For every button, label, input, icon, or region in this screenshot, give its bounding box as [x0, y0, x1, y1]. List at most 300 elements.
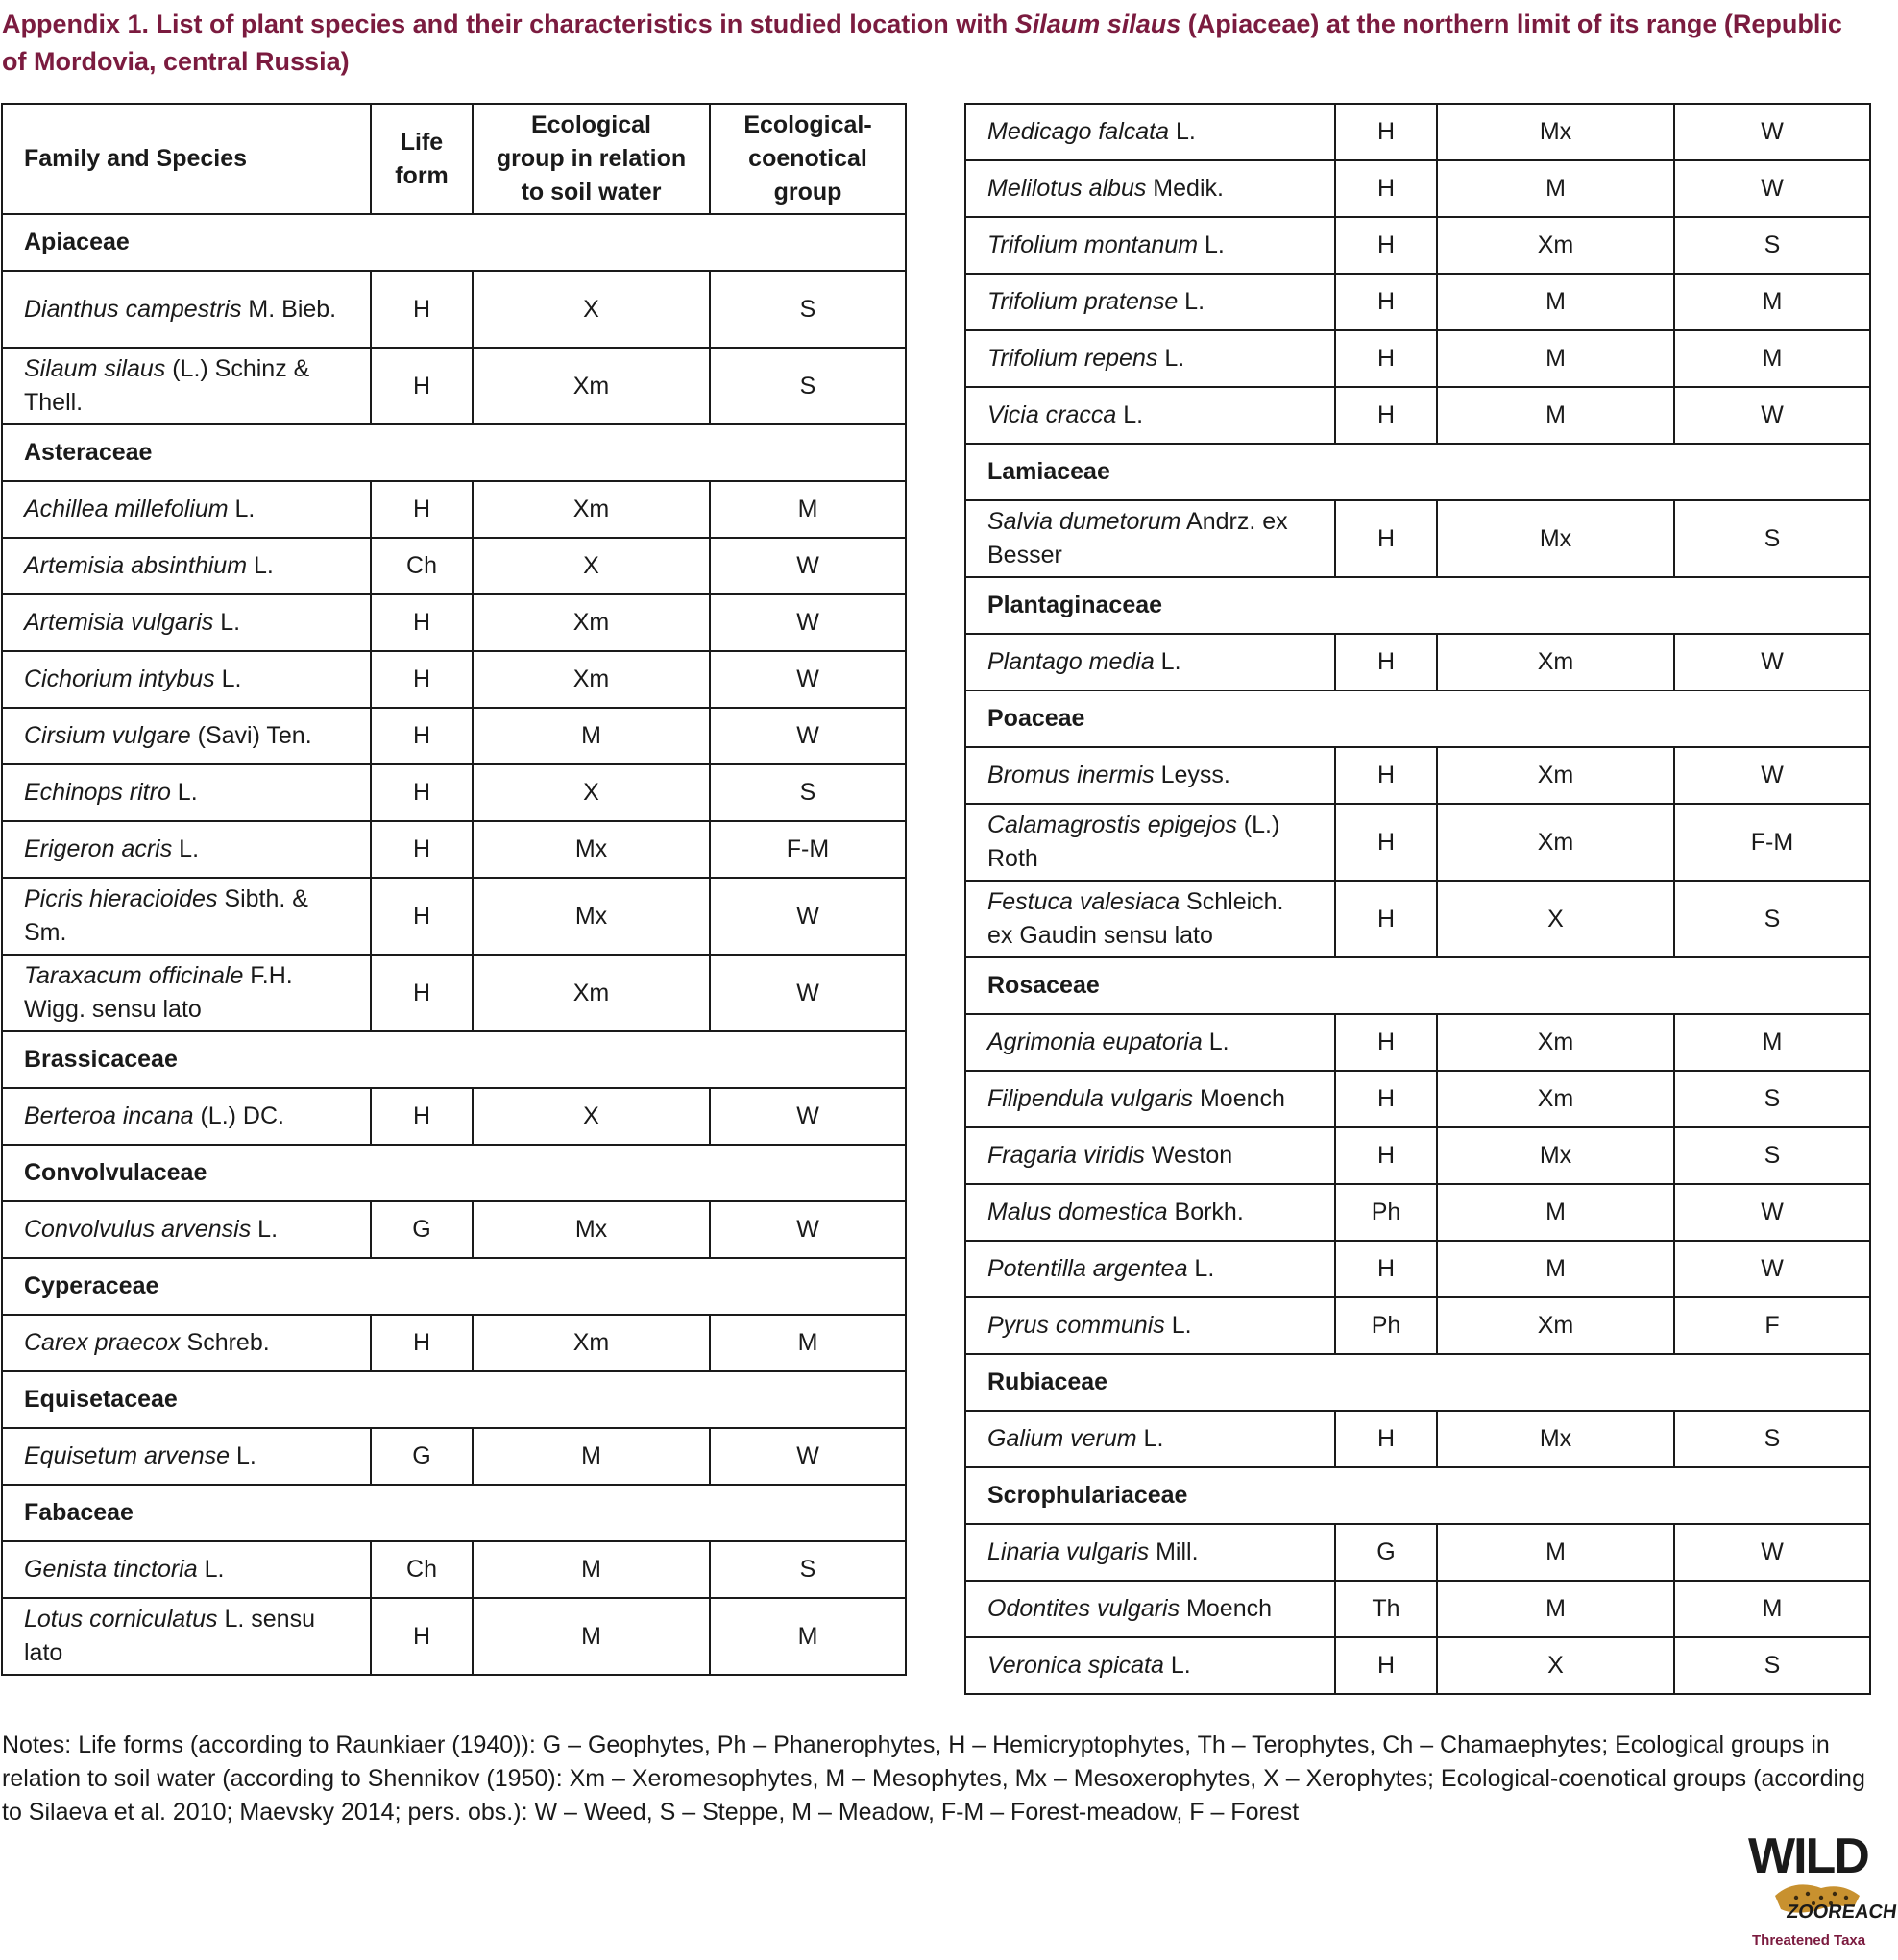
species-author: L. — [247, 552, 274, 579]
species-name — [965, 1637, 1335, 1694]
species-row — [965, 1014, 1870, 1071]
species-table-left — [1, 103, 907, 1676]
species-name — [965, 1241, 1335, 1297]
soil-water-cell: Xm — [1437, 634, 1674, 690]
species-author: L. — [1178, 288, 1205, 315]
title-part2: (Apiaceae) at the northern limit of its range (Republic of Mordovia, central Russia) — [2, 10, 1842, 76]
species-row — [2, 1201, 906, 1258]
soil-water-cell: M — [1437, 160, 1674, 217]
species-genus: Odontites vulgaris — [987, 1595, 1180, 1622]
soil-water-cell: Xm — [1437, 217, 1674, 274]
species-author: L. — [213, 609, 241, 636]
life-form-cell: H — [1335, 634, 1437, 690]
family-row — [965, 444, 1870, 500]
species-genus: Trifolium montanum — [987, 231, 1199, 258]
coenotical-cell: S — [1674, 881, 1870, 957]
coenotical-cell: F — [1674, 1297, 1870, 1354]
header-family-species: Family and Species — [2, 104, 371, 214]
species-name — [965, 1127, 1335, 1184]
soil-water-cell: M — [1437, 387, 1674, 444]
family-name: Equisetaceae — [2, 1371, 906, 1428]
coenotical-cell: W — [1674, 160, 1870, 217]
species-row — [965, 330, 1870, 387]
species-row — [2, 1598, 906, 1675]
coenotical-cell: M — [710, 1315, 906, 1371]
species-author: Weston — [1144, 1142, 1233, 1169]
coenotical-cell: S — [710, 764, 906, 821]
species-genus: Cichorium intybus — [24, 665, 215, 692]
species-name — [965, 804, 1335, 881]
coenotical-cell: M — [1674, 274, 1870, 330]
species-row — [2, 1315, 906, 1371]
species-author: Schreb. — [180, 1329, 270, 1356]
coenotical-cell: W — [710, 651, 906, 708]
species-genus: Festuca valesiaca — [987, 888, 1180, 915]
species-author: L. — [1169, 118, 1196, 145]
family-name: Scrophulariaceae — [965, 1467, 1870, 1524]
species-author: L. — [228, 496, 256, 522]
species-row — [965, 1581, 1870, 1637]
species-genus: Echinops ritro — [24, 779, 171, 806]
soil-water-cell: Mx — [473, 821, 710, 878]
family-row — [965, 690, 1870, 747]
coenotical-cell: S — [710, 348, 906, 424]
publisher-logo — [1746, 1828, 1898, 1953]
soil-water-cell: Xm — [473, 594, 710, 651]
species-row — [965, 1297, 1870, 1354]
species-row — [2, 1541, 906, 1598]
life-form-cell: G — [371, 1428, 473, 1485]
life-form-cell: H — [371, 878, 473, 955]
species-row — [965, 160, 1870, 217]
life-form-cell: Th — [1335, 1581, 1437, 1637]
species-genus: Picris hieracioides — [24, 885, 218, 912]
species-row — [965, 881, 1870, 957]
coenotical-cell: S — [1674, 1071, 1870, 1127]
species-genus: Trifolium pratense — [987, 288, 1179, 315]
soil-water-cell: Mx — [473, 878, 710, 955]
species-row — [2, 271, 906, 348]
species-genus: Bromus inermis — [987, 762, 1155, 788]
soil-water-cell: Mx — [1437, 1127, 1674, 1184]
species-genus: Erigeron acris — [24, 835, 173, 862]
species-genus: Achillea millefolium — [24, 496, 229, 522]
family-row — [2, 424, 906, 481]
species-author: M. Bieb. — [241, 295, 337, 323]
species-author: (L.) DC. — [193, 1102, 284, 1129]
soil-water-cell: M — [1437, 1581, 1674, 1637]
life-form-cell: H — [1335, 747, 1437, 804]
header-coenotical: Ecological-coenotical group — [710, 104, 906, 214]
soil-water-cell: Xm — [1437, 1297, 1674, 1354]
species-name — [2, 481, 371, 538]
species-name — [2, 1541, 371, 1598]
species-author: L. — [1136, 1425, 1164, 1452]
soil-water-cell: Xm — [473, 481, 710, 538]
life-form-cell: H — [1335, 274, 1437, 330]
species-genus: Carex praecox — [24, 1329, 181, 1356]
soil-water-cell: M — [473, 1541, 710, 1598]
life-form-cell: H — [1335, 1411, 1437, 1467]
species-author: L. — [1116, 401, 1144, 428]
life-form-cell: H — [1335, 1127, 1437, 1184]
species-author: L. — [1198, 231, 1225, 258]
species-author: Leyss. — [1154, 762, 1230, 788]
coenotical-cell: W — [710, 1088, 906, 1145]
species-name — [965, 1411, 1335, 1467]
table-body-left — [2, 214, 906, 1675]
species-name — [965, 330, 1335, 387]
soil-water-cell: M — [1437, 330, 1674, 387]
species-genus: Artemisia absinthium — [24, 552, 248, 579]
species-genus: Artemisia vulgaris — [24, 609, 214, 636]
coenotical-cell: M — [710, 1598, 906, 1675]
species-name — [965, 500, 1335, 577]
species-row — [2, 481, 906, 538]
species-genus: Potentilla argentea — [987, 1255, 1188, 1282]
logo-tagline: Threatened Taxa — [1752, 1932, 1866, 1948]
family-name: Lamiaceae — [965, 444, 1870, 500]
coenotical-cell: M — [1674, 1581, 1870, 1637]
species-name — [965, 387, 1335, 444]
species-row — [2, 955, 906, 1031]
coenotical-cell: S — [710, 271, 906, 348]
species-name — [965, 104, 1335, 160]
species-genus: Salvia dumetorum — [987, 508, 1181, 535]
species-genus: Genista tinctoria — [24, 1556, 198, 1583]
species-row — [2, 348, 906, 424]
species-author: Moench — [1193, 1085, 1285, 1112]
soil-water-cell: Xm — [1437, 747, 1674, 804]
life-form-cell: Ch — [371, 538, 473, 594]
species-genus: Linaria vulgaris — [987, 1538, 1150, 1565]
coenotical-cell: W — [710, 594, 906, 651]
species-name — [2, 348, 371, 424]
life-form-cell: H — [1335, 881, 1437, 957]
species-author: (Savi) Ten. — [190, 722, 312, 749]
life-form-cell: H — [371, 481, 473, 538]
species-author: L. — [1163, 1652, 1191, 1679]
soil-water-cell: Xm — [473, 1315, 710, 1371]
family-name: Convolvulaceae — [2, 1145, 906, 1201]
title-part1: Appendix 1. List of plant species and their characteristics in studied location with — [2, 10, 1015, 38]
species-name — [2, 1088, 371, 1145]
species-genus: Cirsium vulgare — [24, 722, 191, 749]
family-row — [2, 1031, 906, 1088]
species-genus: Vicia cracca — [987, 401, 1117, 428]
species-row — [965, 1241, 1870, 1297]
species-name — [965, 1071, 1335, 1127]
species-genus: Malus domestica — [987, 1198, 1168, 1225]
species-name — [965, 1524, 1335, 1581]
species-name — [965, 160, 1335, 217]
species-name — [965, 1297, 1335, 1354]
species-genus: Lotus corniculatus — [24, 1606, 218, 1633]
header-soil-water: Ecological group in relation to soil water — [473, 104, 710, 214]
species-author: L. — [1202, 1028, 1229, 1055]
coenotical-cell: W — [710, 878, 906, 955]
species-name — [2, 708, 371, 764]
species-row — [965, 1184, 1870, 1241]
species-name — [965, 1184, 1335, 1241]
coenotical-cell: W — [710, 708, 906, 764]
coenotical-cell: F-M — [1674, 804, 1870, 881]
species-row — [965, 747, 1870, 804]
life-form-cell: H — [1335, 804, 1437, 881]
family-row — [2, 1145, 906, 1201]
species-author: (L.) Schinz & Thell. — [24, 355, 310, 416]
species-name — [965, 217, 1335, 274]
family-row — [2, 1258, 906, 1315]
life-form-cell: H — [371, 271, 473, 348]
species-name — [2, 821, 371, 878]
coenotical-cell: S — [1674, 500, 1870, 577]
coenotical-cell: W — [710, 538, 906, 594]
life-form-cell: Ch — [371, 1541, 473, 1598]
species-author: Mill. — [1149, 1538, 1199, 1565]
soil-water-cell: M — [1437, 274, 1674, 330]
life-form-cell: Ph — [1335, 1184, 1437, 1241]
species-name — [2, 1315, 371, 1371]
species-row — [965, 104, 1870, 160]
species-genus: Galium verum — [987, 1425, 1137, 1452]
coenotical-cell: F-M — [710, 821, 906, 878]
species-author: L. sensu lato — [24, 1606, 315, 1666]
soil-water-cell: M — [473, 708, 710, 764]
species-row — [965, 1127, 1870, 1184]
species-author: L. — [170, 779, 198, 806]
coenotical-cell: W — [1674, 104, 1870, 160]
life-form-cell: G — [371, 1201, 473, 1258]
species-name — [2, 271, 371, 348]
soil-water-cell: Mx — [473, 1201, 710, 1258]
logo-wordmark: WILD — [1748, 1828, 1868, 1884]
species-name — [2, 1598, 371, 1675]
species-author: L. — [1157, 345, 1185, 372]
soil-water-cell: Xm — [473, 955, 710, 1031]
species-row — [965, 217, 1870, 274]
life-form-cell: H — [371, 348, 473, 424]
family-row — [965, 577, 1870, 634]
species-author: Borkh. — [1167, 1198, 1244, 1225]
coenotical-cell: S — [1674, 1637, 1870, 1694]
species-table-right — [964, 103, 1871, 1695]
soil-water-cell: Xm — [473, 651, 710, 708]
species-genus: Berteroa incana — [24, 1102, 194, 1129]
species-author: Sibth. & Sm. — [24, 885, 308, 946]
species-genus: Veronica spicata — [987, 1652, 1164, 1679]
species-name — [965, 1014, 1335, 1071]
family-row — [965, 1354, 1870, 1411]
family-name: Brassicaceae — [2, 1031, 906, 1088]
soil-water-cell: Mx — [1437, 104, 1674, 160]
life-form-cell: H — [371, 708, 473, 764]
family-name: Rubiaceae — [965, 1354, 1870, 1411]
species-row — [2, 538, 906, 594]
species-name — [2, 651, 371, 708]
species-author: L. — [214, 665, 242, 692]
species-row — [965, 1071, 1870, 1127]
species-author: L. — [197, 1556, 225, 1583]
species-genus: Agrimonia eupatoria — [987, 1028, 1203, 1055]
species-author: Moench — [1180, 1595, 1272, 1622]
coenotical-cell: W — [710, 1428, 906, 1485]
family-name: Asteraceae — [2, 424, 906, 481]
soil-water-cell: X — [473, 764, 710, 821]
species-row — [2, 651, 906, 708]
coenotical-cell: W — [1674, 1524, 1870, 1581]
species-name — [2, 1428, 371, 1485]
coenotical-cell: W — [1674, 747, 1870, 804]
species-row — [2, 1428, 906, 1485]
life-form-cell: H — [1335, 1241, 1437, 1297]
coenotical-cell: S — [1674, 1127, 1870, 1184]
family-row — [2, 1371, 906, 1428]
coenotical-cell: W — [1674, 1241, 1870, 1297]
species-row — [965, 274, 1870, 330]
header-row — [2, 104, 906, 214]
life-form-cell: H — [1335, 387, 1437, 444]
header-life-form: Life form — [371, 104, 473, 214]
species-row — [2, 821, 906, 878]
species-genus: Plantago media — [987, 648, 1155, 675]
soil-water-cell: X — [1437, 881, 1674, 957]
species-author: L. — [172, 835, 200, 862]
life-form-cell: H — [1335, 1014, 1437, 1071]
soil-water-cell: M — [1437, 1184, 1674, 1241]
table-body-right — [965, 104, 1870, 1694]
coenotical-cell: M — [1674, 1014, 1870, 1071]
life-form-cell: H — [1335, 217, 1437, 274]
life-form-cell: H — [1335, 1071, 1437, 1127]
species-author: L. — [251, 1216, 279, 1243]
life-form-cell: H — [1335, 160, 1437, 217]
soil-water-cell: X — [473, 1088, 710, 1145]
life-form-cell: H — [371, 594, 473, 651]
life-form-cell: Ph — [1335, 1297, 1437, 1354]
logo-sub: ZOOREACH — [1785, 1901, 1898, 1923]
life-form-cell: H — [1335, 1637, 1437, 1694]
life-form-cell: H — [371, 1315, 473, 1371]
life-form-cell: H — [371, 764, 473, 821]
family-row — [965, 957, 1870, 1014]
species-author: F.H. Wigg. sensu lato — [24, 962, 293, 1023]
coenotical-cell: W — [1674, 387, 1870, 444]
species-genus: Equisetum arvense — [24, 1442, 231, 1469]
soil-water-cell: X — [473, 271, 710, 348]
life-form-cell: H — [1335, 330, 1437, 387]
soil-water-cell: X — [473, 538, 710, 594]
species-author: L. — [1164, 1312, 1192, 1339]
coenotical-cell: W — [1674, 1184, 1870, 1241]
coenotical-cell: S — [1674, 217, 1870, 274]
life-form-cell: H — [371, 1598, 473, 1675]
species-genus: Calamagrostis epigejos — [987, 811, 1237, 838]
family-name: Poaceae — [965, 690, 1870, 747]
species-row — [2, 594, 906, 651]
species-row — [965, 1637, 1870, 1694]
species-genus: Convolvulus arvensis — [24, 1216, 252, 1243]
species-name — [2, 1201, 371, 1258]
species-genus: Pyrus communis — [987, 1312, 1165, 1339]
family-row — [2, 214, 906, 271]
species-row — [2, 708, 906, 764]
species-genus: Melilotus albus — [987, 175, 1147, 202]
species-name — [965, 747, 1335, 804]
coenotical-cell: M — [710, 481, 906, 538]
species-genus: Medicago falcata — [987, 118, 1170, 145]
species-genus: Silaum silaus — [24, 355, 166, 382]
life-form-cell: H — [371, 821, 473, 878]
species-name — [965, 634, 1335, 690]
family-row — [965, 1467, 1870, 1524]
coenotical-cell: S — [1674, 1411, 1870, 1467]
species-row — [965, 804, 1870, 881]
life-form-cell: H — [371, 955, 473, 1031]
soil-water-cell: M — [473, 1428, 710, 1485]
title-species: Silaum silaus — [1014, 10, 1181, 38]
life-form-cell: H — [1335, 104, 1437, 160]
soil-water-cell: Xm — [1437, 1014, 1674, 1071]
species-name — [965, 881, 1335, 957]
family-row — [2, 1485, 906, 1541]
species-name — [965, 1581, 1335, 1637]
coenotical-cell: S — [710, 1541, 906, 1598]
species-author: Andrz. ex Besser — [987, 508, 1288, 569]
family-name: Cyperaceae — [2, 1258, 906, 1315]
species-name — [2, 764, 371, 821]
species-row — [965, 1411, 1870, 1467]
life-form-cell: H — [1335, 500, 1437, 577]
soil-water-cell: X — [1437, 1637, 1674, 1694]
soil-water-cell: M — [1437, 1241, 1674, 1297]
species-name — [2, 878, 371, 955]
species-genus: Filipendula vulgaris — [987, 1085, 1194, 1112]
species-author: L. — [1187, 1255, 1215, 1282]
family-name: Apiaceae — [2, 214, 906, 271]
species-row — [2, 1088, 906, 1145]
species-name — [965, 274, 1335, 330]
table-notes: Notes: Life forms (according to Raunkiaer (1940)): G – Geophytes, Ph – Phanerophytes, H – Hemicryptophytes, Th – Terophytes, Ch – Chamaephytes; Ecological groups in relation to soil water (according to Shennikov (1950): Xm – Xeromesophytes, M – Mesophytes, Mx – Mesoxerophytes, X – Xerophytes; Ecological-coenotical groups (according to Silaeva et al. 2010; Maevsky 2014; pers. obs.): W – Weed, S – Steppe, M – Meadow, F-M – Forest-meadow, F – Forest — [2, 1731, 1865, 1826]
family-name: Rosaceae — [965, 957, 1870, 1014]
soil-water-cell: Mx — [1437, 1411, 1674, 1467]
family-name: Fabaceae — [2, 1485, 906, 1541]
species-name — [2, 594, 371, 651]
species-genus: Trifolium repens — [987, 345, 1158, 372]
species-name — [2, 538, 371, 594]
coenotical-cell: W — [1674, 634, 1870, 690]
soil-water-cell: Xm — [1437, 1071, 1674, 1127]
species-row — [2, 878, 906, 955]
coenotical-cell: M — [1674, 330, 1870, 387]
soil-water-cell: Xm — [1437, 804, 1674, 881]
species-genus: Taraxacum officinale — [24, 962, 244, 989]
soil-water-cell: Mx — [1437, 500, 1674, 577]
species-row — [965, 1524, 1870, 1581]
life-form-cell: G — [1335, 1524, 1437, 1581]
life-form-cell: H — [371, 651, 473, 708]
coenotical-cell: W — [710, 955, 906, 1031]
page-title — [2, 6, 1865, 81]
species-row — [965, 634, 1870, 690]
soil-water-cell: M — [473, 1598, 710, 1675]
species-author: Schleich. ex Gaudin sensu lato — [987, 888, 1284, 949]
species-author: (L.) Roth — [987, 811, 1280, 872]
life-form-cell: H — [371, 1088, 473, 1145]
soil-water-cell: Xm — [473, 348, 710, 424]
soil-water-cell: M — [1437, 1524, 1674, 1581]
species-genus: Fragaria viridis — [987, 1142, 1145, 1169]
